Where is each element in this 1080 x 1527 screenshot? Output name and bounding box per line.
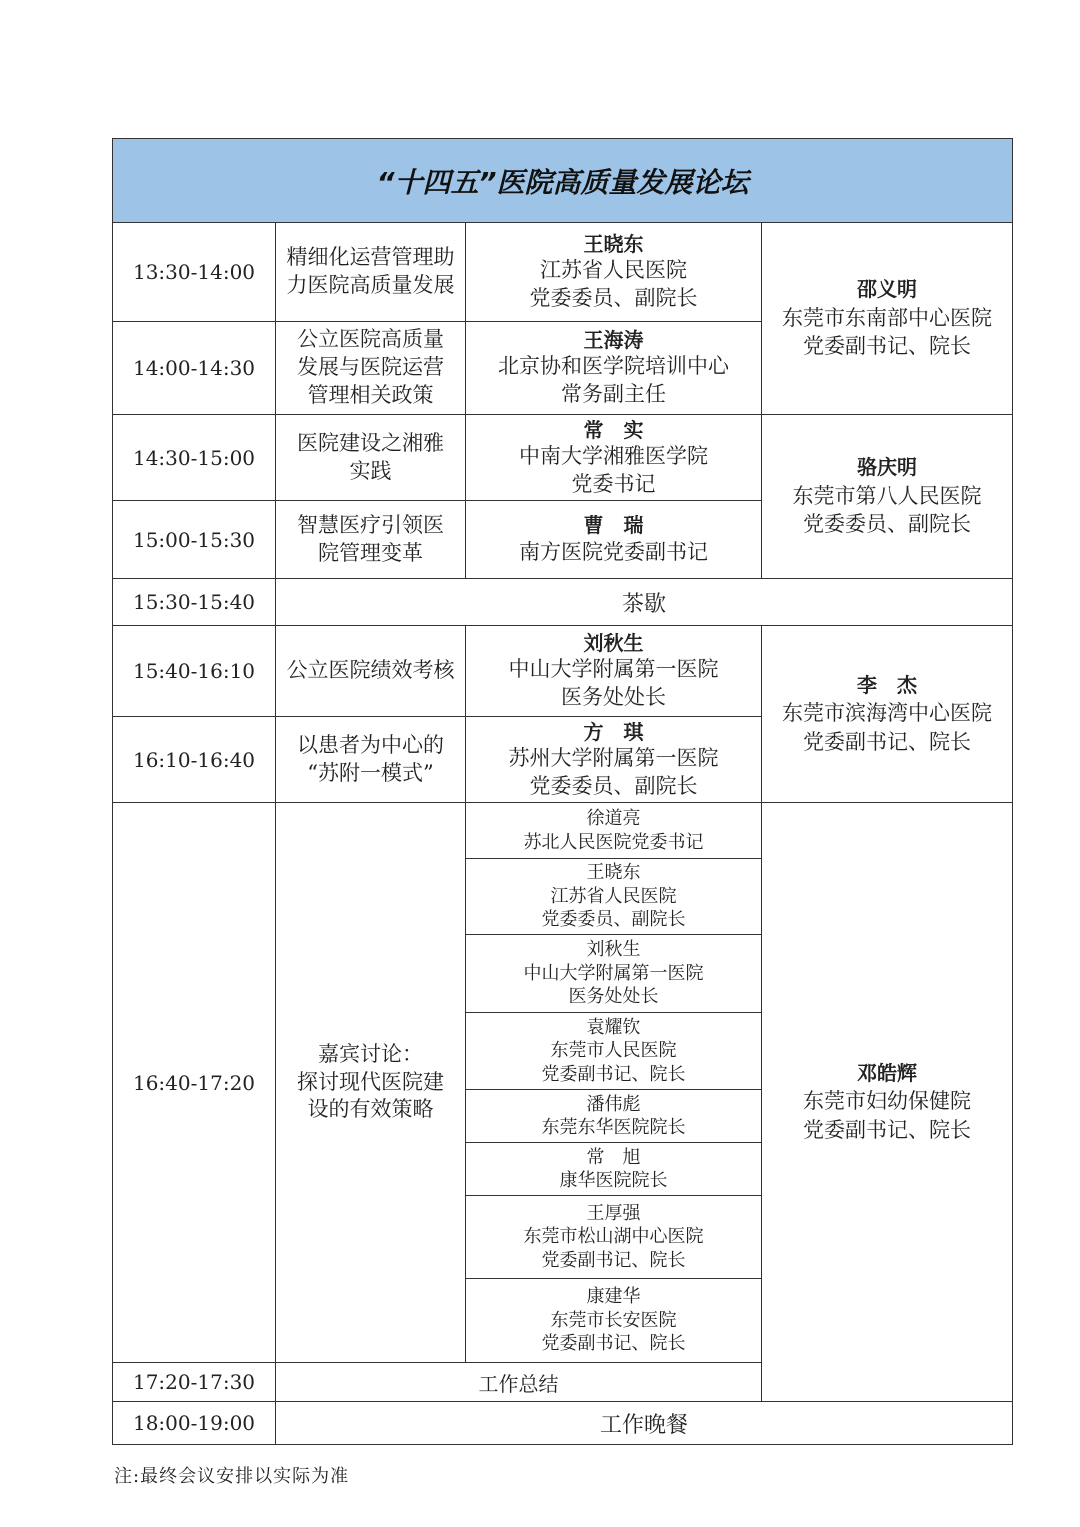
session-topic: 公立医院高质量 发展与医院运营 管理相关政策 — [276, 322, 466, 415]
host-cell: 邵义明 东莞市东南部中心医院 党委副书记、院长 — [762, 223, 1013, 415]
discussion-time: 16:40-17:20 — [113, 803, 276, 1363]
session-time: 16:10-16:40 — [113, 717, 276, 803]
session-time: 15:40-16:10 — [113, 626, 276, 717]
host-name: 李 杰 — [857, 672, 917, 697]
host-cell: 骆庆明 东莞市第八人民医院 党委委员、副院长 — [762, 415, 1013, 579]
session-time: 15:00-15:30 — [113, 501, 276, 579]
forum-title: “十四五”医院高质量发展论坛 — [113, 139, 1013, 223]
panelist-cell: 王厚强 东莞市松山湖中心医院 党委副书记、院长 — [466, 1196, 762, 1279]
dinner-time: 18:00-19:00 — [113, 1402, 276, 1445]
panelist-name: 王晓东 — [586, 862, 641, 884]
panelist-cell: 刘秋生 中山大学附属第一医院 医务处处长 — [466, 935, 762, 1013]
panelist-name: 康建华 — [586, 1286, 641, 1308]
speaker-name: 常 实 — [583, 417, 644, 442]
speaker-name: 方 琪 — [583, 719, 644, 744]
panelist-name: 王厚强 — [586, 1202, 641, 1224]
host-name: 邓皓辉 — [857, 1060, 917, 1085]
host-cell: 邓皓辉 东莞市妇幼保健院 党委副书记、院长 — [762, 803, 1013, 1402]
host-cell: 李 杰 东莞市滨海湾中心医院 党委副书记、院长 — [762, 626, 1013, 803]
session-time: 13:30-14:00 — [113, 223, 276, 322]
summary-text: 工作总结 — [276, 1363, 762, 1402]
speaker-name: 曹 瑞 — [583, 513, 644, 538]
agenda-table — [112, 138, 1013, 1445]
session-topic: 精细化运营管理助 力医院高质量发展 — [276, 223, 466, 322]
panelist-name: 潘伟彪 — [586, 1093, 641, 1115]
session-topic: 以患者为中心的 “苏附一模式” — [276, 717, 466, 803]
speaker-cell: 曹 瑞 南方医院党委副书记 — [466, 501, 762, 579]
panelist-name: 徐道亮 — [586, 808, 641, 830]
panelist-name: 常 旭 — [586, 1146, 641, 1168]
panelist-cell: 袁耀钦 东莞市人民医院 党委副书记、院长 — [466, 1013, 762, 1090]
panelist-cell: 康建华 东莞市长安医院 党委副书记、院长 — [466, 1279, 762, 1363]
speaker-name: 王晓东 — [583, 232, 644, 257]
summary-time: 17:20-17:30 — [113, 1363, 276, 1402]
session-time: 15:30-15:40 — [113, 579, 276, 626]
speaker-name: 刘秋生 — [583, 631, 644, 656]
tea-break: 茶歇 — [276, 579, 1013, 626]
speaker-cell: 王晓东 江苏省人民医院 党委委员、副院长 — [466, 223, 762, 322]
session-topic: 智慧医疗引领医 院管理变革 — [276, 501, 466, 579]
speaker-cell: 刘秋生 中山大学附属第一医院 医务处处长 — [466, 626, 762, 717]
speaker-name: 王海涛 — [583, 328, 644, 353]
panelist-name: 袁耀钦 — [586, 1016, 641, 1038]
panelist-cell: 王晓东 江苏省人民医院 党委委员、副院长 — [466, 859, 762, 935]
dinner-text: 工作晚餐 — [276, 1402, 1013, 1445]
session-time: 14:30-15:00 — [113, 415, 276, 501]
discussion-topic: 嘉宾讨论： 探讨现代医院建 设的有效策略 — [276, 803, 466, 1363]
speaker-cell: 王海涛 北京协和医学院培训中心 常务副主任 — [466, 322, 762, 415]
host-name: 骆庆明 — [857, 455, 917, 480]
host-name: 邵义明 — [857, 277, 917, 302]
panelist-name: 刘秋生 — [586, 939, 641, 961]
session-topic: 医院建设之湘雅 实践 — [276, 415, 466, 501]
session-topic: 公立医院绩效考核 — [276, 626, 466, 717]
speaker-cell: 方 琪 苏州大学附属第一医院 党委委员、副院长 — [466, 717, 762, 803]
footnote: 注:最终会议安排以实际为准 — [114, 1466, 350, 1487]
panelist-cell: 徐道亮 苏北人民医院党委书记 — [466, 803, 762, 859]
session-time: 14:00-14:30 — [113, 322, 276, 415]
panelist-cell: 常 旭 康华医院院长 — [466, 1143, 762, 1196]
panelist-cell: 潘伟彪 东莞东华医院院长 — [466, 1090, 762, 1143]
speaker-cell: 常 实 中南大学湘雅医学院 党委书记 — [466, 415, 762, 501]
